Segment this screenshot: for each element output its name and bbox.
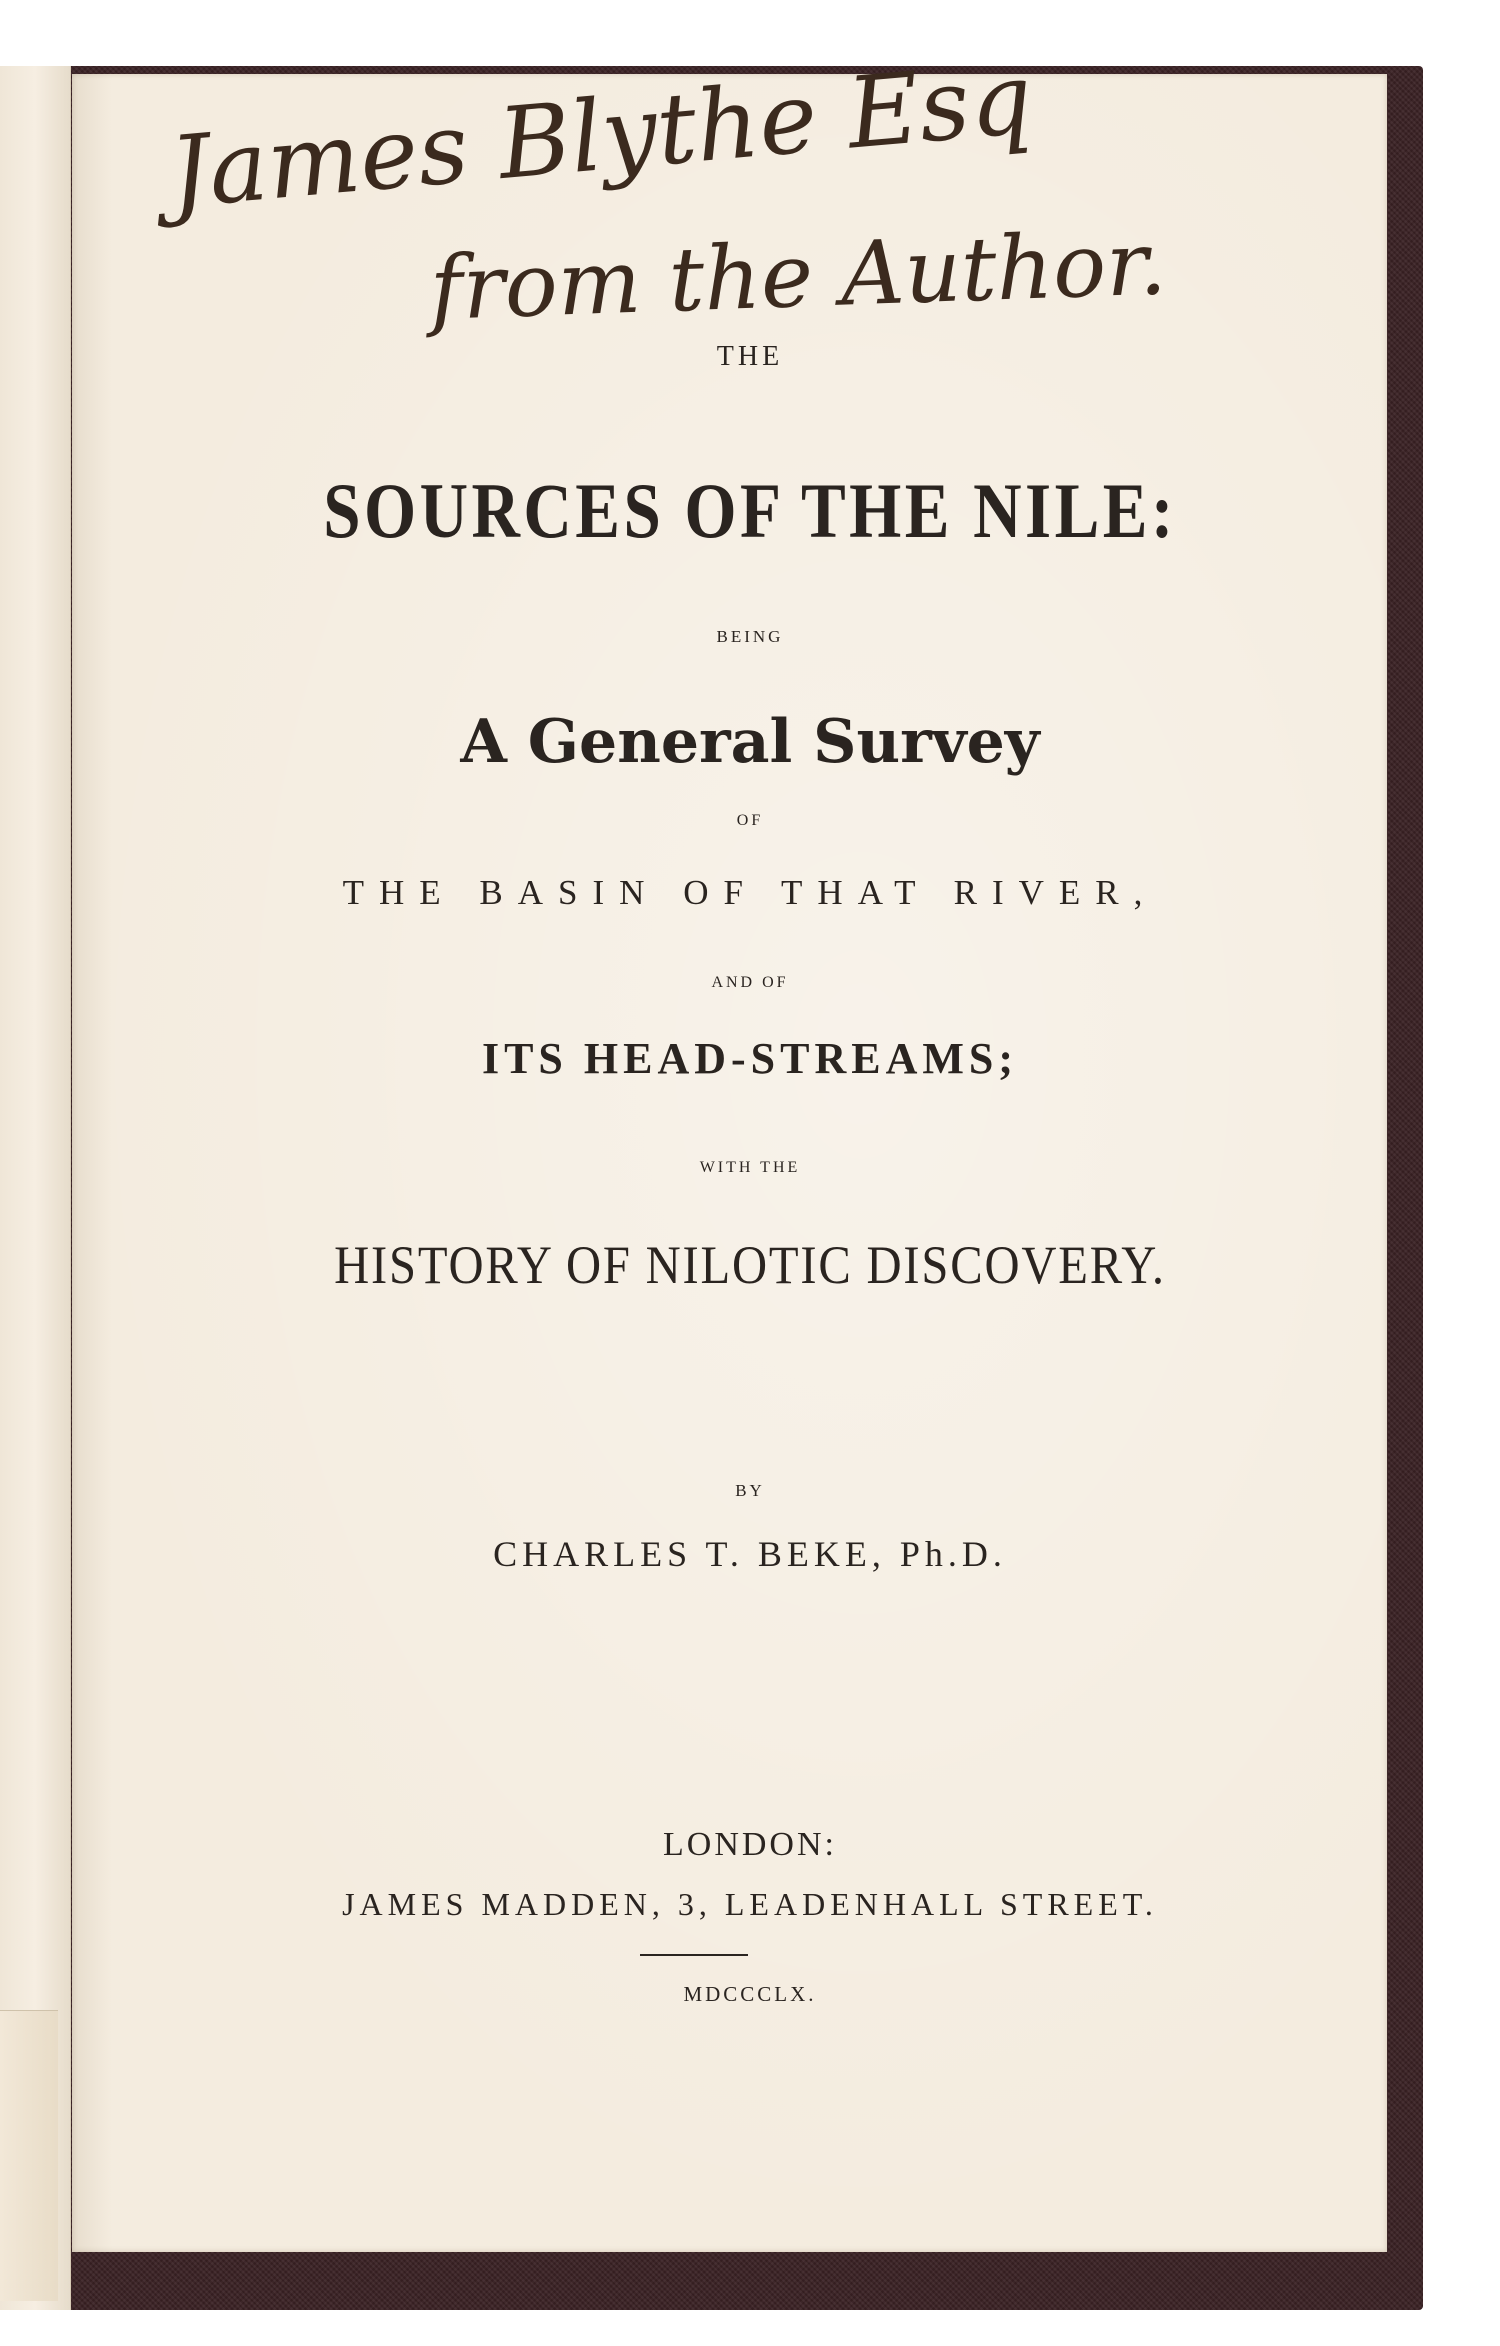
title-the: THE <box>716 341 784 372</box>
inscription-line-1: James Blythe Esq <box>165 41 1037 231</box>
by-label: BY <box>735 1481 765 1500</box>
and-of-label: AND OF <box>711 974 789 991</box>
imprint-year: MDCCCLX. <box>683 1982 817 2006</box>
left-endpaper <box>0 66 71 2310</box>
head-streams-line: ITS HEAD-STREAMS; <box>481 1034 1019 1083</box>
history-line: HISTORY OF NILOTIC DISCOVERY. <box>334 1235 1166 1295</box>
basin-line: THE BASIN OF THAT RIVER, <box>342 873 1158 912</box>
imprint-rule <box>640 1954 748 1956</box>
author-line: CHARLES T. BEKE, Ph.D. <box>493 1534 1007 1574</box>
being-label: BEING <box>716 627 784 646</box>
imprint-publisher: JAMES MADDEN, 3, LEADENHALL STREET. <box>342 1886 1158 1922</box>
blackletter-subtitle: A General Survey <box>460 707 1040 777</box>
of-label: OF <box>736 812 764 829</box>
imprint-city: LONDON: <box>663 1826 837 1863</box>
with-the-label: WITH THE <box>699 1159 801 1176</box>
main-title: SOURCES OF THE NILE: <box>323 467 1177 554</box>
inscription-line-2: from the Author. <box>428 211 1169 340</box>
left-page-tab <box>0 2010 58 2301</box>
